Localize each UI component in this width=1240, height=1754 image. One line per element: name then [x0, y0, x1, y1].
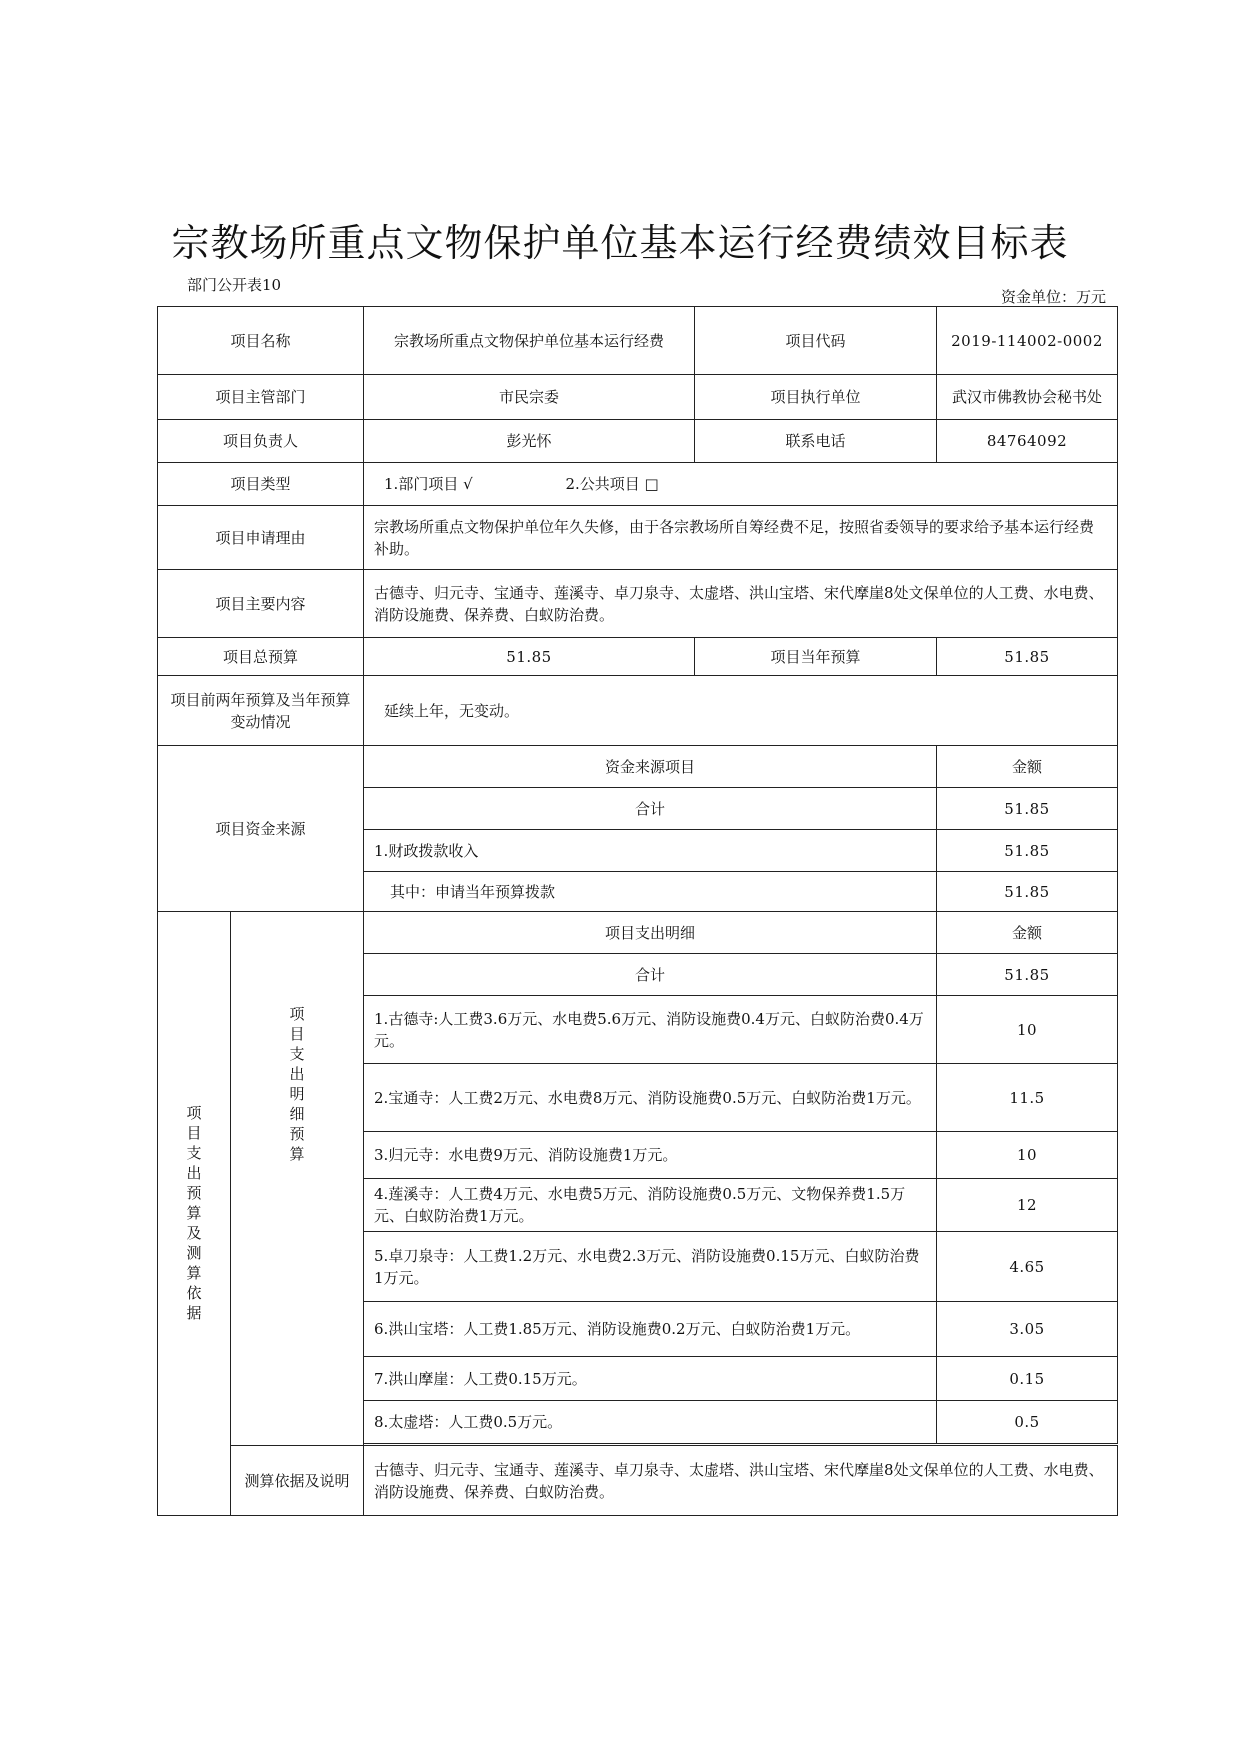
fund-unit: 资金单位：万元 — [1000, 288, 1106, 306]
expense-item: 8.太虚塔：人工费0.5万元。 — [364, 1401, 937, 1444]
funding-amount: 51.85 — [937, 788, 1118, 830]
expense-outer-label: 项目支出预算及测算依据 — [158, 912, 231, 1516]
executing-unit-value: 武汉市佛教协会秘书处 — [937, 375, 1118, 420]
year-budget-value: 51.85 — [937, 638, 1118, 676]
department-value: 市民宗委 — [364, 375, 695, 420]
expense-amount: 3.05 — [937, 1302, 1118, 1357]
funding-col-amount: 金额 — [937, 746, 1118, 788]
funding-col-item: 资金来源项目 — [364, 746, 937, 788]
year-budget-label: 项目当年预算 — [695, 638, 937, 676]
reason-label: 项目申请理由 — [158, 506, 364, 570]
expense-amount: 12 — [937, 1179, 1118, 1232]
total-budget-label: 项目总预算 — [158, 638, 364, 676]
document-title: 宗教场所重点文物保护单位基本运行经费绩效目标表 — [171, 221, 1069, 265]
expense-item: 5.卓刀泉寺：人工费1.2万元、水电费2.3万元、消防设施费0.15万元、白蚁防治费1万元。 — [364, 1232, 937, 1302]
expense-item: 7.洪山摩崖：人工费0.15万元。 — [364, 1357, 937, 1401]
row-content — [158, 570, 1118, 638]
leader-value: 彭光怀 — [364, 420, 695, 463]
budget-change-label: 项目前两年预算及当年预算变动情况 — [158, 676, 364, 746]
funding-header-row — [158, 746, 1118, 788]
table-number: 部门公开表10 — [187, 276, 282, 294]
budget-change-value: 延续上年，无变动。 — [364, 676, 1118, 746]
leader-label: 项目负责人 — [158, 420, 364, 463]
content-value: 古德寺、归元寺、宝通寺、莲溪寺、卓刀泉寺、太虚塔、洪山宝塔、宋代摩崖8处文保单位的人工费、水电费、消防设施费、保养费、白蚁防治费。 — [364, 570, 1118, 638]
project-name-value: 宗教场所重点文物保护单位基本运行经费 — [364, 307, 695, 375]
expense-header-row — [158, 912, 1118, 954]
project-type-label: 项目类型 — [158, 463, 364, 506]
department-label: 项目主管部门 — [158, 375, 364, 420]
row-project-type — [158, 463, 1118, 506]
performance-target-table — [157, 306, 1118, 1516]
project-type-value — [364, 463, 1118, 506]
expense-inner-label: 项目支出明细预算 — [231, 912, 364, 1446]
expense-item: 3.归元寺：水电费9万元、消防设施费1万元。 — [364, 1132, 937, 1179]
project-code-label: 项目代码 — [695, 307, 937, 375]
basis-value: 古德寺、归元寺、宝通寺、莲溪寺、卓刀泉寺、太虚塔、洪山宝塔、宋代摩崖8处文保单位的人工费、水电费、消防设施费、保养费、白蚁防治费。 — [364, 1446, 1118, 1516]
row-budget-change — [158, 676, 1118, 746]
expense-total-item: 合计 — [364, 954, 937, 996]
expense-amount: 10 — [937, 1132, 1118, 1179]
funding-amount: 51.85 — [937, 872, 1118, 912]
expense-amount: 0.15 — [937, 1357, 1118, 1401]
expense-amount: 11.5 — [937, 1064, 1118, 1132]
funding-amount: 51.85 — [937, 830, 1118, 872]
row-project-name — [158, 307, 1118, 375]
row-reason — [158, 506, 1118, 570]
expense-item: 6.洪山宝塔：人工费1.85万元、消防设施费0.2万元、白蚁防治费1万元。 — [364, 1302, 937, 1357]
expense-item: 4.莲溪寺：人工费4万元、水电费5万元、消防设施费0.5万元、文物保养费1.5万元、白蚁防治费1万元。 — [364, 1179, 937, 1232]
funding-source-label: 项目资金来源 — [158, 746, 364, 912]
expense-amount: 4.65 — [937, 1232, 1118, 1302]
expense-total-amount: 51.85 — [937, 954, 1118, 996]
project-name-label: 项目名称 — [158, 307, 364, 375]
funding-item: 合计 — [364, 788, 937, 830]
executing-unit-label: 项目执行单位 — [695, 375, 937, 420]
project-code-value: 2019-114002-0002 — [937, 307, 1118, 375]
phone-value: 84764092 — [937, 420, 1118, 463]
expense-col-item: 项目支出明细 — [364, 912, 937, 954]
basis-row — [158, 1446, 1118, 1516]
type-option-public: 2.公共项目 □ — [565, 475, 659, 493]
phone-label: 联系电话 — [695, 420, 937, 463]
basis-label: 测算依据及说明 — [231, 1446, 364, 1516]
row-budget — [158, 638, 1118, 676]
funding-item: 1.财政拨款收入 — [364, 830, 937, 872]
type-option-department: 1.部门项目 √ — [384, 475, 473, 493]
expense-item: 1.古德寺:人工费3.6万元、水电费5.6万元、消防设施费0.4万元、白蚁防治费0.4万元。 — [364, 996, 937, 1064]
total-budget-value: 51.85 — [364, 638, 695, 676]
expense-amount: 0.5 — [937, 1401, 1118, 1444]
expense-amount: 10 — [937, 996, 1118, 1064]
row-department — [158, 375, 1118, 420]
content-label: 项目主要内容 — [158, 570, 364, 638]
funding-item: 其中：申请当年预算拨款 — [364, 872, 937, 912]
expense-col-amount: 金额 — [937, 912, 1118, 954]
row-leader — [158, 420, 1118, 463]
expense-item: 2.宝通寺：人工费2万元、水电费8万元、消防设施费0.5万元、白蚁防治费1万元。 — [364, 1064, 937, 1132]
reason-value: 宗教场所重点文物保护单位年久失修，由于各宗教场所自筹经费不足，按照省委领导的要求给予基本运行经费补助。 — [364, 506, 1118, 570]
